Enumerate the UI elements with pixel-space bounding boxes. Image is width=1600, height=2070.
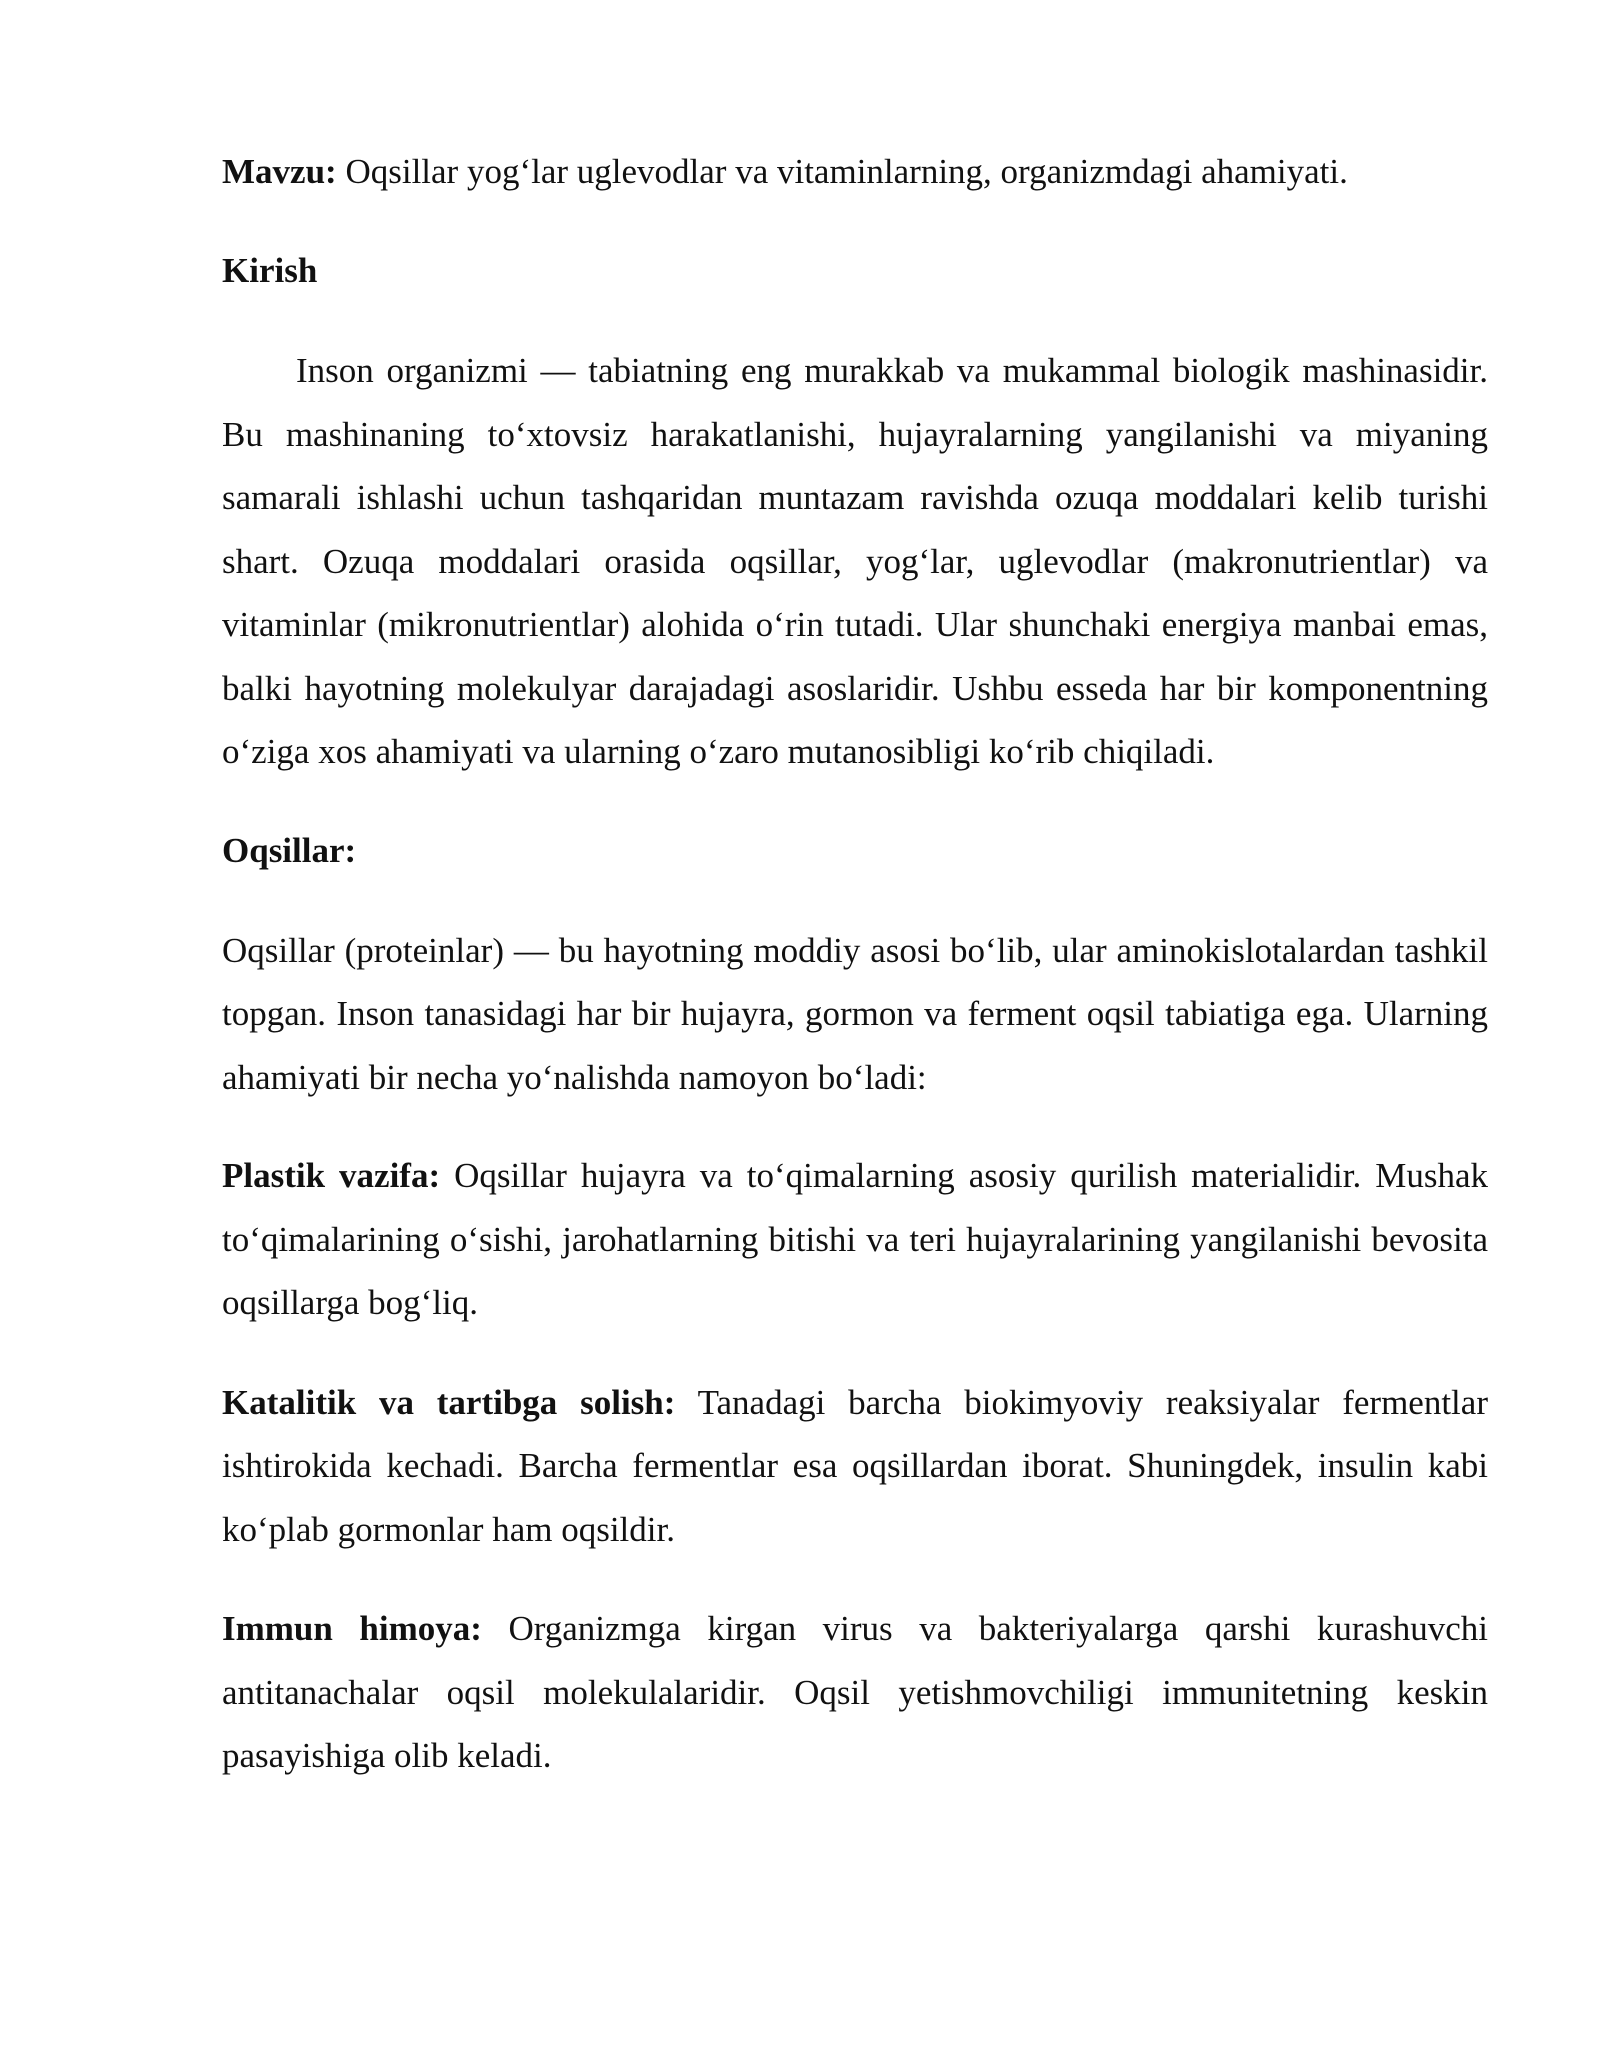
topic-line (222, 140, 1488, 203)
immun-himoya-paragraph (222, 1597, 1488, 1788)
topic-text: Oqsillar yog‘lar uglevodlar va vitaminlarning, organizmdagi ahamiyati. (336, 152, 1348, 191)
intro-paragraph: Inson organizmi — tabiatning eng murakkab va mukammal biologik mashinasidir. Bu mashinaning to‘xtovsiz harakatlanishi, hujayralarning yangilanishi va miyaning samarali ishlashi uchun tashqaridan muntazam ravishda ozuqa moddalari kelib turishi shart. Ozuqa moddalari orasida oqsillar, yog‘lar, uglevodlar (makronutrientlar) va vitaminlar (mikronutrientlar) alohida o‘rin tutadi. Ular shunchaki energiya manbai emas, balki hayotning molekulyar darajadagi asoslaridir. Ushbu esseda har bir komponentning o‘ziga xos ahamiyati va ularning o‘zaro mutanosibligi ko‘rib chiqiladi. (222, 351, 1488, 771)
oqsillar-paragraph: Oqsillar (proteinlar) — bu hayotning moddiy asosi bo‘lib, ular aminokislotalardan tashkil topgan. Inson tanasidagi har bir hujayra, gormon va ferment oqsil tabiatiga ega. Ularning ahamiyati bir necha yo‘nalishda namoyon bo‘ladi: (222, 930, 1488, 1097)
plastik-vazifa-text: Oqsillar hujayra va to‘qimalarning asosiy qurilish materialidir. Mushak to‘qimalarining o‘sishi, jarohatlarning bitishi va teri hujayralarining yangilanishi bevosita oqsillarga bog‘liq. (222, 1156, 1489, 1322)
plastik-vazifa-label: Plastik vazifa: (222, 1156, 441, 1195)
immun-himoya-text: Organizmga kirgan virus va bakteriyalarga qarshi kurashuvchi antitanachalar oqsil molekulalaridir. Oqsil yetishmovchiligi immunitetning keskin pasayishiga olib keladi. (222, 1609, 1488, 1775)
katalitik-label: Katalitik va tartibga solish: (222, 1382, 676, 1422)
oqsillar-heading: Oqsillar: (222, 830, 357, 870)
immun-himoya-label: Immun himoya: (222, 1609, 482, 1648)
katalitik-paragraph (222, 1371, 1488, 1562)
document-page (222, 140, 1488, 1788)
topic-label: Mavzu: (222, 152, 337, 191)
katalitik-text: Tanadagi barcha biokimyoviy reaksiyalar fermentlar ishtirokida kechadi. Barcha fermentlar esa oqsillardan iborat. Shuningdek, insulin kabi ko‘plab gormonlar ham oqsildir. (222, 1382, 1488, 1549)
plastik-vazifa-paragraph (222, 1144, 1488, 1335)
intro-heading: Kirish (222, 251, 318, 290)
